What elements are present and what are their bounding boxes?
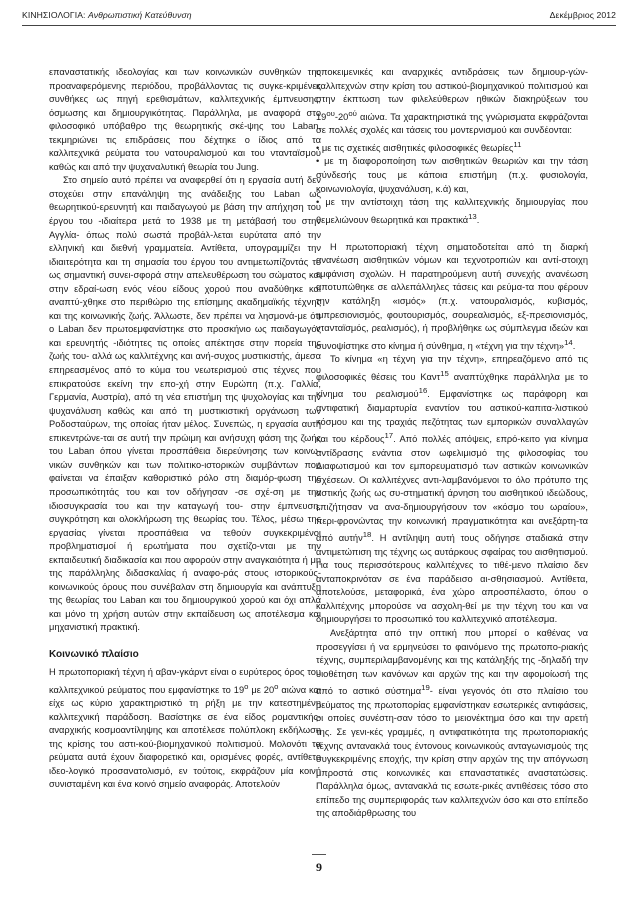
issue-date: Δεκέμβριος 2012	[549, 10, 616, 20]
paragraph: υποκειμενικές και αναρχικές αντιδράσεις των δημιουρ-γών-καλλιτεχνών στην κρίση του αστικού-βιομηχανικού πολιτισμού και στην έκπτωση των φιλελεύθερων ηθικών διακηρύξεων του $19^{o\upsilon}-20^{oύ}$ αιώνα. Τα χαρακτηριστικά της γνώρισματα εκφράζονται σε πολλές σχολές και τάσεις του μοντερνισμού και συνδέονται:	[316, 67, 588, 136]
paragraph: Η πρωτοποριακή τέχνη ή αβαν-γκάρντ είναι ο ευρύτερος όρος του καλλιτεχνικού ρεύματος που εμφανίστηκε το $19^o$ με $20^o$ αιώνα και είχε ως κύριο χαρακτηριστικό τη ρήξη με την κατεστημένη καλλιτεχνική παράδοση. Βασίστηκε σε ένα είδος ρομαντικής-αναρχικής κοσμοαντίληψης και αποτέλεσε πολύπλοκη εκδήλωση της κρίσης του αστι-κού-βιομηχανικού πολιτισμού. Μολονότι τα ρεύματα αυτά έχουν διαφορετικό και, ορισμένες φορές, αντίθετο ιδεο-λογικό προσανατολισμό, εν τούτοις, εκφράζουν μία κοινή συνισταμένη και ένα κοινό σημείο αναφοράς. Αποτελούν	[49, 666, 321, 790]
paragraph: Στο σημείο αυτό πρέπει να αναφερθεί ότι η εργασία αυτή δεν στοχεύει στην επανάληψη της ανάδειξης του Laban ως θεωρητικού-ερευνητή και παιδαγωγού με βάση την απήχηση του έργου του -ιδιαίτερα μετά το 1938 με τη μετάβασή του στην Αγγλία- όπως πολύ σωστά προβάλ-λεται ευρύτατα από την ελληνική και διεθνή γραμματεία. Αντίθετα, υπογραμμίζει την ιδιαιτερότητα και τη σημασία του έργου του αντιμετωπίζοντάς το ως σημαντική συνει-σφορά στην απελευθέρωση του σώματος και στην εδραί-ωση ενός νέου είδους χορού που αναδύθηκε και αναπτύ-χθηκε στο περιθώριο της επίσημης ακαδημαϊκής τέχνης και της κοινωνικής ζωής. Άλλωστε, δεν πρέπει να λησμονά-με ότι ο Laban δεν πρωτοεμφανίστηκε στο προσκήνιο ως παιδαγωγός και ερευνητής -ιδιότητες τις οποίες απέκτησε στην πορεία της ζωής του- αλλά ως καλλιτέχνης και ανή-συχος μυστικιστής, άμεσα επηρεασμένος από το κύμα του νεωτερισμού στις τέχνες που επικρατούσε εκείνη την επο-χή στην Ευρώπη (π.χ. Γαλλία, Γερμανία, Αυστρία), από τη νέα επιστήμη της ψυχολογίας και την ψυχανάλυση καθώς και από τη μυστικιστική οργάνωση των Ροδοσταύρων, της οποίας ήταν μέλος. Συνεπώς, η εργασία αυτή επικεντρώνε-ται σε αυτή την πρώιμη και ανήσυχη φάση της ζωής του Laban όπου γίνεται προσπάθεια διερεύνησης των κοινω-νικών συνθηκών και των πολιτικο-ιστορικών συμβάντων που φαίνεται να έπαιξαν καθοριστικό ρόλο στη διαμόρ-φωση της προσωπικότητάς του και τον οδήγησαν -σε σχέ-ση με την ιδιοσυγκρασία του και την καταγωγή του- στην έμπνευση, συγκρότηση και ολοκλήρωση της θεωρίας του. Τέλος, μέσω της εργασίας γίνεται προσπάθεια να τεθούν συγκεκριμένοι προβληματισμοί ή ερωτήματα που σχετίζο-νται με την εκπαιδευτική διαδικασία και που αφορούν στην αναγκαιότητα ή μη της παράλληλης διδασκαλίας ή αναφο-ράς στους ιστορικούς-κοινωνικούς όρους που συνέβαλαν στη δημιουργία και ανάπτυξη της θεωρίας του Laban και του δημιουργικού χορού και όχι απλά και μόνο τη χρήση αυτών στην εκπαίδευση ως αποτέλεσμα και μηχανιστική πρακτική.	[49, 175, 321, 633]
superscript: 15	[440, 368, 449, 378]
footer-rule	[312, 854, 326, 855]
running-header	[22, 10, 616, 24]
left-column	[49, 66, 321, 792]
journal-title	[22, 10, 192, 20]
paragraph: Η πρωτοποριακή τέχνη σηματοδοτείται από τη διαρκή ανανέωση αισθητικών νόμων και τεχνοτροπιών και αντί-στοιχη εμφάνιση σχολών. Η παρατηρούμενη αυτή συνεχής ανανέωση αποτυπώθηκε σε αλλεπάλληλες τάσεις και ρεύμα-τα που φέρουν την κατάληξη «ισμός» (π.χ. νατουραλισμός, κυβισμός, ιμπρεσιονισμός, φουτουρισμός, σουρεαλισμός, εξ-πρεσιονισμός, ντανταϊσμός, ρεαλισμός), ή προβλήθηκε ως σύμπλεγμα ιδεών και συνοψίστηκε στο κίνημα ή σύνθημα, η «τέχνη για την τέχνη»$^{14}$.	[316, 241, 588, 351]
superscript: 17	[384, 431, 394, 441]
superscript: 16	[418, 386, 428, 396]
journal-subtitle: Ανθρωπιστική Κατεύθυνση	[88, 10, 192, 20]
superscript: 11	[513, 139, 522, 149]
list-item: • με τις σχετικές αισθητικές φιλοσοφικές θεωρίες$^{11}$	[316, 139, 522, 153]
superscript: ού	[348, 108, 357, 118]
header-rule	[22, 25, 616, 26]
paragraph: επαναστατικής ιδεολογίας και των κοινωνικών συνθηκών της προαναφερόμενης περιόδου, προβάλλοντας τις συγκε-κριμένες συνθήκες ως πηγή ερεθισμάτων, καλλιτεχνικής έμπνευσης, όσμωσης και δημιουργικότητας. Παράλληλα, με αναφορά στο φιλοσοφικό υπόβαθρο της θεωρητικής σκέ-ψης του Laban, τεκμηριώνει τις επιδράσεις που δέχτηκε ο ίδιος από τα καλλιτεχνικά ρεύματα του νατουραλισμού και του ντανταϊσμού καθώς και από την ψυχαναλυτική θεωρία του Jung.	[49, 67, 321, 172]
paragraph: Ανεξάρτητα από την οπτική που μπορεί ο καθένας να προσεγγίσει ή να ερμηνεύσει το φαινόμενο της πρωτοπο-ριακής τέχνης, συμπεριλαμβανομένης και της κατάληξής της -δηλαδή την υιοθέτηση των κανόνων και αρχών της και την αφομοίωσή της από το αστικό σύστημα$^{19}$- είναι γεγονός ότι στο πλαίσιο του ρεύματος της πρωτοπορίας εμφανίστηκαν εσωτερικές αντιφάσεις, οι οποίες συνέστη-σαν τόσο το μειονέκτημα όσο και την αρετή της. Σε γενι-κές γραμμές, η αντιφατικότητα της πρωτοποριακής τέχνης αντανακλά τους έντονους κοινωνικούς ανταγωνισμούς της συγκεκριμένης εποχής, την κρίση στην αρχών της την απόγνωση μπροστά στις κοινωνικές και επαναστατικές αναστατώσεις. Παράλληλα όμως, αντανακλά τις εσωτε-ρικές αντιθέσεις τόσο στο επίπεδο της συμπεριφοράς των καλλιτεχνών όσο και στο επίπεδο της αποδιάρθρωσης του	[316, 628, 588, 819]
list-item: • με τη διαφοροποίηση των αισθητικών θεωριών και την τάση σύνδεσής τους με κάποια επιστήμη (π.χ. φυσιολογία, κοινωνιολογία, ψυχανάλυση, κ.ά) και,	[316, 156, 588, 194]
superscript: ο	[274, 681, 279, 691]
journal-name: ΚΙΝΗΣΙΟΛΟΓΙΑ:	[22, 10, 86, 20]
section-heading: Κοινωνικό πλαίσιο	[49, 648, 139, 660]
superscript: ο	[244, 681, 249, 691]
right-column	[316, 66, 588, 821]
superscript: 13	[468, 211, 477, 221]
list-item: • με την αντίστοιχη τάση της καλλιτεχνικής δημιουργίας που θεμελιώνουν θεωρητικά και πρακτικά$^{13}$.	[316, 197, 588, 225]
superscript: 19	[421, 683, 430, 693]
superscript: 18	[362, 530, 372, 540]
bullet-list	[316, 138, 588, 227]
paragraph: Το κίνημα «η τέχνη για την τέχνη», επηρεαζόμενο από τις φιλοσοφικές θέσεις του Καντ$^{15}$ αναπτύχθηκε παράλληλα με το κίνημα του ρεαλισμού$^{16}$. Εμφανίστηκε ως παράφορη και αντιφατική διαμαρτυρία εναντίον του αστικού-καπιτα-λιστικού κόσμου και της τραχιάς πεζότητας των εμπορικών συναλλαγών και του κέρδους$^{17}$. Από πολλές απόψεις, επρό-κειτο για κίνημα αντίδρασης ενάντια στον ωφελιμισμό της φιλοσοφίας του Διαφωτισμού και τον εμπορευματισμό των αστικών κοινωνικών σχέσεων. Οι καλλιτέχνες αντι-λαμβανόμενοι το όλο πρότυπο της αστικής ζωής ως συ-στηματική άρνηση του αισθητικού ιδεώδους, επιζήτησαν να ανα-δημιουργήσουν τον «κόσμο του ωραίου», περι-φρονώντας την κοινωνική πραγματικότητα και ανεξάρτη-τα από αυτήν$^{18}$. Η αντίληψη αυτή τους οδήγησε σταδιακά στην αντιμετώπιση της τέχνης ως αυτάρκους σφαίρας του αισθητισμού. Για τους περισσότερους καλλιτέχνες το τιθέ-μενο πλαίσιο δεν ανταποκρινόταν σε ένα παράδεισο αι-σθησιασμού. Αντίθετα, αποτελούσε, μεταφορικά, ένα χώρο απροσπέλαστο, όπου ο καλλιτέχνης μπορούσε να ασχολη-θεί με την τέχνη του και να δημιουργήσει το προσωπικό του καλλιτεχνικό αποτέλεσμα.	[316, 354, 588, 625]
superscript: ου	[326, 108, 335, 118]
superscript: 14	[564, 337, 573, 347]
page-number: 9	[316, 860, 322, 874]
